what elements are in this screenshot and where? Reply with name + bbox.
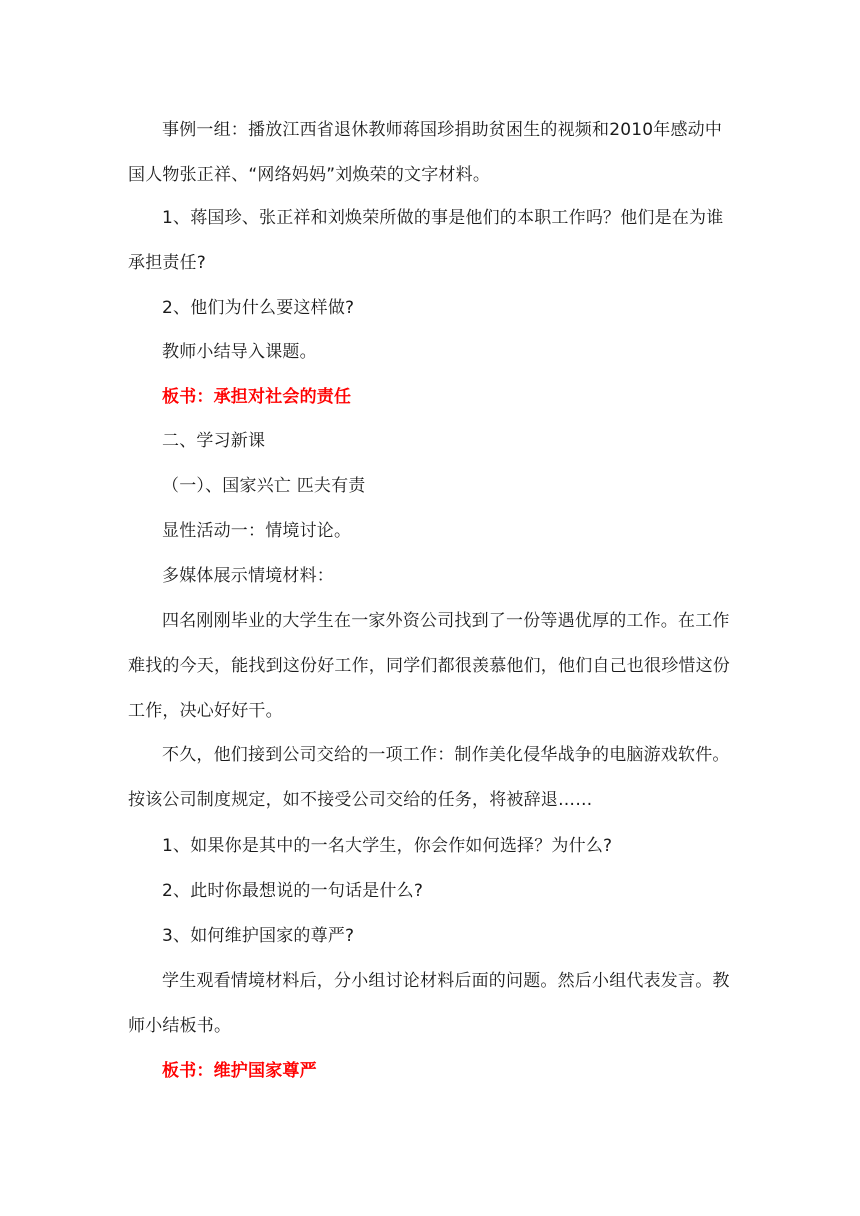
question-2-why: 2、他们为什么要这样做? xyxy=(162,298,355,318)
board-note-social-responsibility: 板书：承担对社会的责任 xyxy=(162,387,352,407)
section-heading-new-lesson: 二、学习新课 xyxy=(162,431,266,451)
scenario-paragraph-2: 不久，他们接到公司交给的一项工作：制作美化侵华战争的电脑游戏软件。按该公司制度规定，如不接受公司交给的任务，将被辞退…… xyxy=(128,745,730,810)
scenario-question-1: 1、如果你是其中的一名大学生，你会作如何选择？为什么? xyxy=(162,836,613,856)
scenario-paragraph-1: 四名刚刚毕业的大学生在一家外资公司找到了一份等遇优厚的工作。在工作难找的今天，能找到这份好工作，同学们都很羡慕他们，他们自己也很珍惜这份工作，决心好好干。 xyxy=(128,611,730,721)
scenario-question-2: 2、此时你最想说的一句话是什么? xyxy=(162,881,424,901)
board-note-national-dignity: 板书：维护国家尊严 xyxy=(162,1061,317,1081)
group-discussion-paragraph: 学生观看情境材料后，分小组讨论材料后面的问题。然后小组代表发言。教师小结板书。 xyxy=(128,971,730,1036)
question-1-duty: 1、蒋国珍、张正祥和刘焕荣所做的事是他们的本职工作吗？他们是在为谁承担责任? xyxy=(128,208,724,273)
teacher-summary-intro: 教师小结导入课题。 xyxy=(162,342,317,362)
activity-one-heading: 显性活动一：情境讨论。 xyxy=(162,521,352,541)
paragraph-case-group: 事例一组：播放江西省退休教师蒋国珍捐助贫困生的视频和2010年感动中国人物张正祥、“网络妈妈”刘焕荣的文字材料。 xyxy=(128,120,723,185)
multimedia-material-label: 多媒体展示情境材料： xyxy=(162,566,334,586)
subsection-heading-nation: （一）、国家兴亡 匹夫有责 xyxy=(162,476,366,496)
scenario-question-3: 3、如何维护国家的尊严? xyxy=(162,926,355,946)
